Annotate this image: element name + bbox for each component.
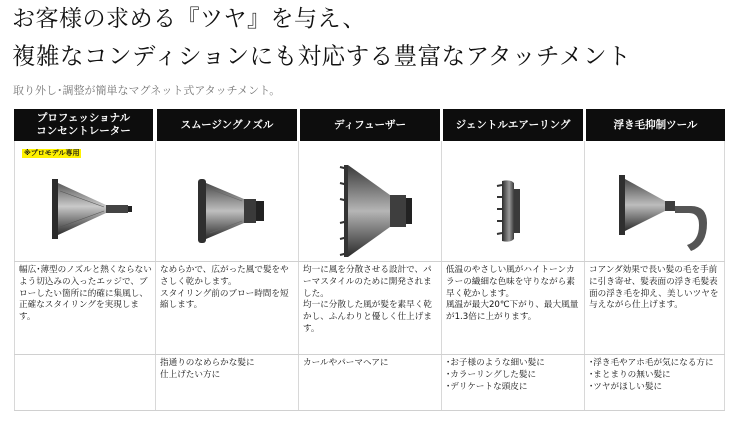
suited-for-flyaway-tool: ･浮き毛やアホ毛が気になる方に ･まとまりの無い髪に ･ツヤがほしい髪に: [589, 358, 714, 392]
column-header-gentle-air-ring: ジェントルエアーリング: [443, 109, 583, 141]
suited-for-diffuser: カールやパーマヘアに: [303, 358, 389, 368]
description-diffuser: 均一に風を分散させる設計で、パーマスタイルのために開発されました。 均一に分散した風が髪を素早く乾かし、ふんわりと優しく仕上げます。: [303, 265, 432, 334]
headline-line-2: 複雑なコンディションにも対応する豊富なアタッチメント: [12, 42, 632, 70]
suited-for-smoothing-nozzle: 指通りのなめらかな髪に 仕上げたい方に: [160, 358, 255, 380]
table-divider: [14, 410, 725, 411]
description-smoothing-nozzle: なめらかで、広がった風で髪をやさしく乾かします。 スタイリング前のブロー時間を短縮します。: [160, 265, 289, 311]
flyaway-attachment-icon: [609, 171, 719, 261]
concentrator-nozzle-icon: [34, 169, 144, 249]
column-header-smoothing-nozzle: スムージングノズル: [157, 109, 297, 141]
diffuser-icon: [330, 161, 420, 261]
headline-line-1: お客様の求める『ツヤ』を与え、: [12, 6, 366, 32]
attachment-comparison-table: [14, 109, 725, 411]
subtitle: 取り外し･調整が簡単なマグネット式アタッチメント。: [13, 84, 281, 97]
pro-model-only-badge: ※プロモデル専用: [24, 149, 80, 157]
description-gentle-air-ring: 低温のやさしい風がハイトーンカラーの繊細な色味を守りながら素早く乾かします。 風温が最大20℃下がり、最大風量が1.3倍に上がります。: [446, 265, 579, 323]
description-flyaway-tool: コアンダ効果で長い髪の毛を手前に引き寄せ、髪表面の浮き毛髪表面の浮き毛を抑え、美しいツヤを与えながら仕上げます。: [589, 265, 719, 311]
smoothing-nozzle-icon: [182, 171, 282, 251]
suited-for-concentrator: [15, 356, 155, 409]
table-divider: [14, 354, 725, 355]
column-header-diffuser: ディフューザー: [300, 109, 440, 141]
table-divider: [14, 261, 725, 262]
table-divider: [724, 141, 725, 411]
gentle-air-ring-icon: [492, 171, 532, 251]
column-header-concentrator: プロフェッショナル コンセントレーター: [14, 109, 153, 141]
description-concentrator: 幅広･薄型のノズルと熱くならないよう切込みの入ったエッジで、ブローしたい箇所に的確に集風し、 正確なスタイリングを実現します。: [19, 265, 152, 323]
column-header-flyaway-tool: 浮き毛抑制ツール: [586, 109, 725, 141]
suited-for-gentle-air-ring: ･お子様のような細い髪に ･カラーリングした髪に ･デリケートな頭皮に: [446, 358, 545, 392]
